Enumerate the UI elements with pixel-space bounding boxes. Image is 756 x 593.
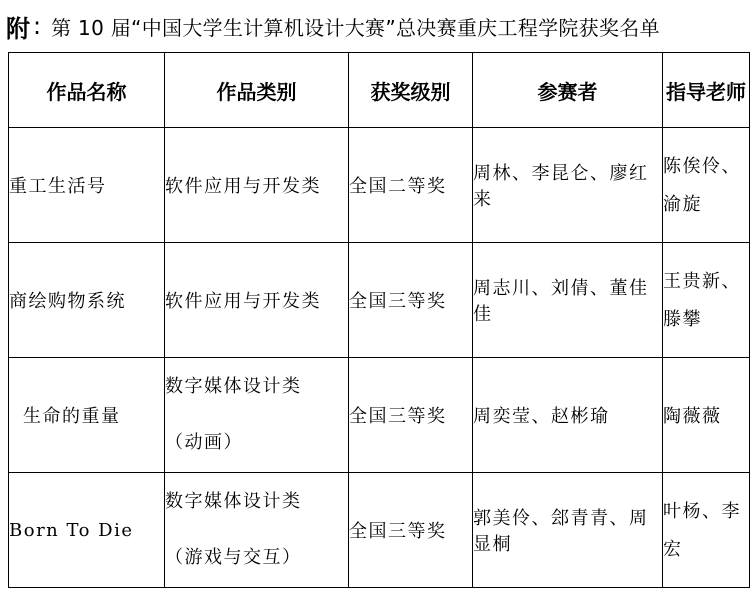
table-row	[9, 473, 750, 588]
category-line: 数字媒体设计类	[165, 491, 302, 512]
cell-participants: 周林、李昆仑、廖红来	[473, 128, 663, 243]
header-advisors: 指导老师	[663, 53, 750, 128]
document-title	[6, 10, 660, 42]
category-line: 数字媒体设计类	[165, 376, 302, 397]
cell-award-level: 全国三等奖	[349, 243, 473, 358]
title-colon: :	[33, 12, 42, 40]
advisors-text: 王贵新、滕攀	[663, 271, 741, 330]
cell-participants: 周奕莹、赵彬瑜	[473, 358, 663, 473]
category-subline: （游戏与交互）	[165, 547, 302, 568]
cell-award-level: 全国三等奖	[349, 473, 473, 588]
title-text: 第 10 届“中国大学生计算机设计大赛”总决赛重庆工程学院获奖名单	[51, 15, 660, 40]
cell-award-level: 全国二等奖	[349, 128, 473, 243]
header-award-level: 获奖级别	[349, 53, 473, 128]
header-work-category: 作品类别	[165, 53, 349, 128]
cell-work-name: Born To Die	[9, 473, 165, 588]
category-line: 软件应用与开发类	[165, 176, 321, 197]
cell-work-category	[165, 128, 349, 243]
cell-advisors	[663, 358, 750, 473]
cell-work-category	[165, 473, 349, 588]
title-prefix: 附	[6, 14, 31, 43]
cell-work-name: 重工生活号	[9, 128, 165, 243]
cell-work-name: 生命的重量	[9, 358, 165, 473]
awards-table	[8, 52, 750, 588]
cell-work-category	[165, 358, 349, 473]
cell-participants: 郭美伶、郐青青、周显桐	[473, 473, 663, 588]
cell-award-level: 全国三等奖	[349, 358, 473, 473]
advisors-text: 叶杨、李宏	[663, 501, 741, 560]
header-work-name: 作品名称	[9, 53, 165, 128]
table-row	[9, 128, 750, 243]
cell-advisors	[663, 128, 750, 243]
cell-work-category	[165, 243, 349, 358]
table-row	[9, 243, 750, 358]
cell-advisors	[663, 243, 750, 358]
category-subline: （动画）	[165, 432, 243, 453]
cell-work-name: 商绘购物系统	[9, 243, 165, 358]
header-participants: 参赛者	[473, 53, 663, 128]
cell-advisors	[663, 473, 750, 588]
advisors-text: 陶薇薇	[663, 406, 722, 427]
category-line: 软件应用与开发类	[165, 291, 321, 312]
cell-participants: 周志川、刘倩、董佳佳	[473, 243, 663, 358]
table-row	[9, 358, 750, 473]
table-header-row	[9, 53, 750, 128]
advisors-text: 陈俟伶、渝旋	[663, 156, 741, 215]
